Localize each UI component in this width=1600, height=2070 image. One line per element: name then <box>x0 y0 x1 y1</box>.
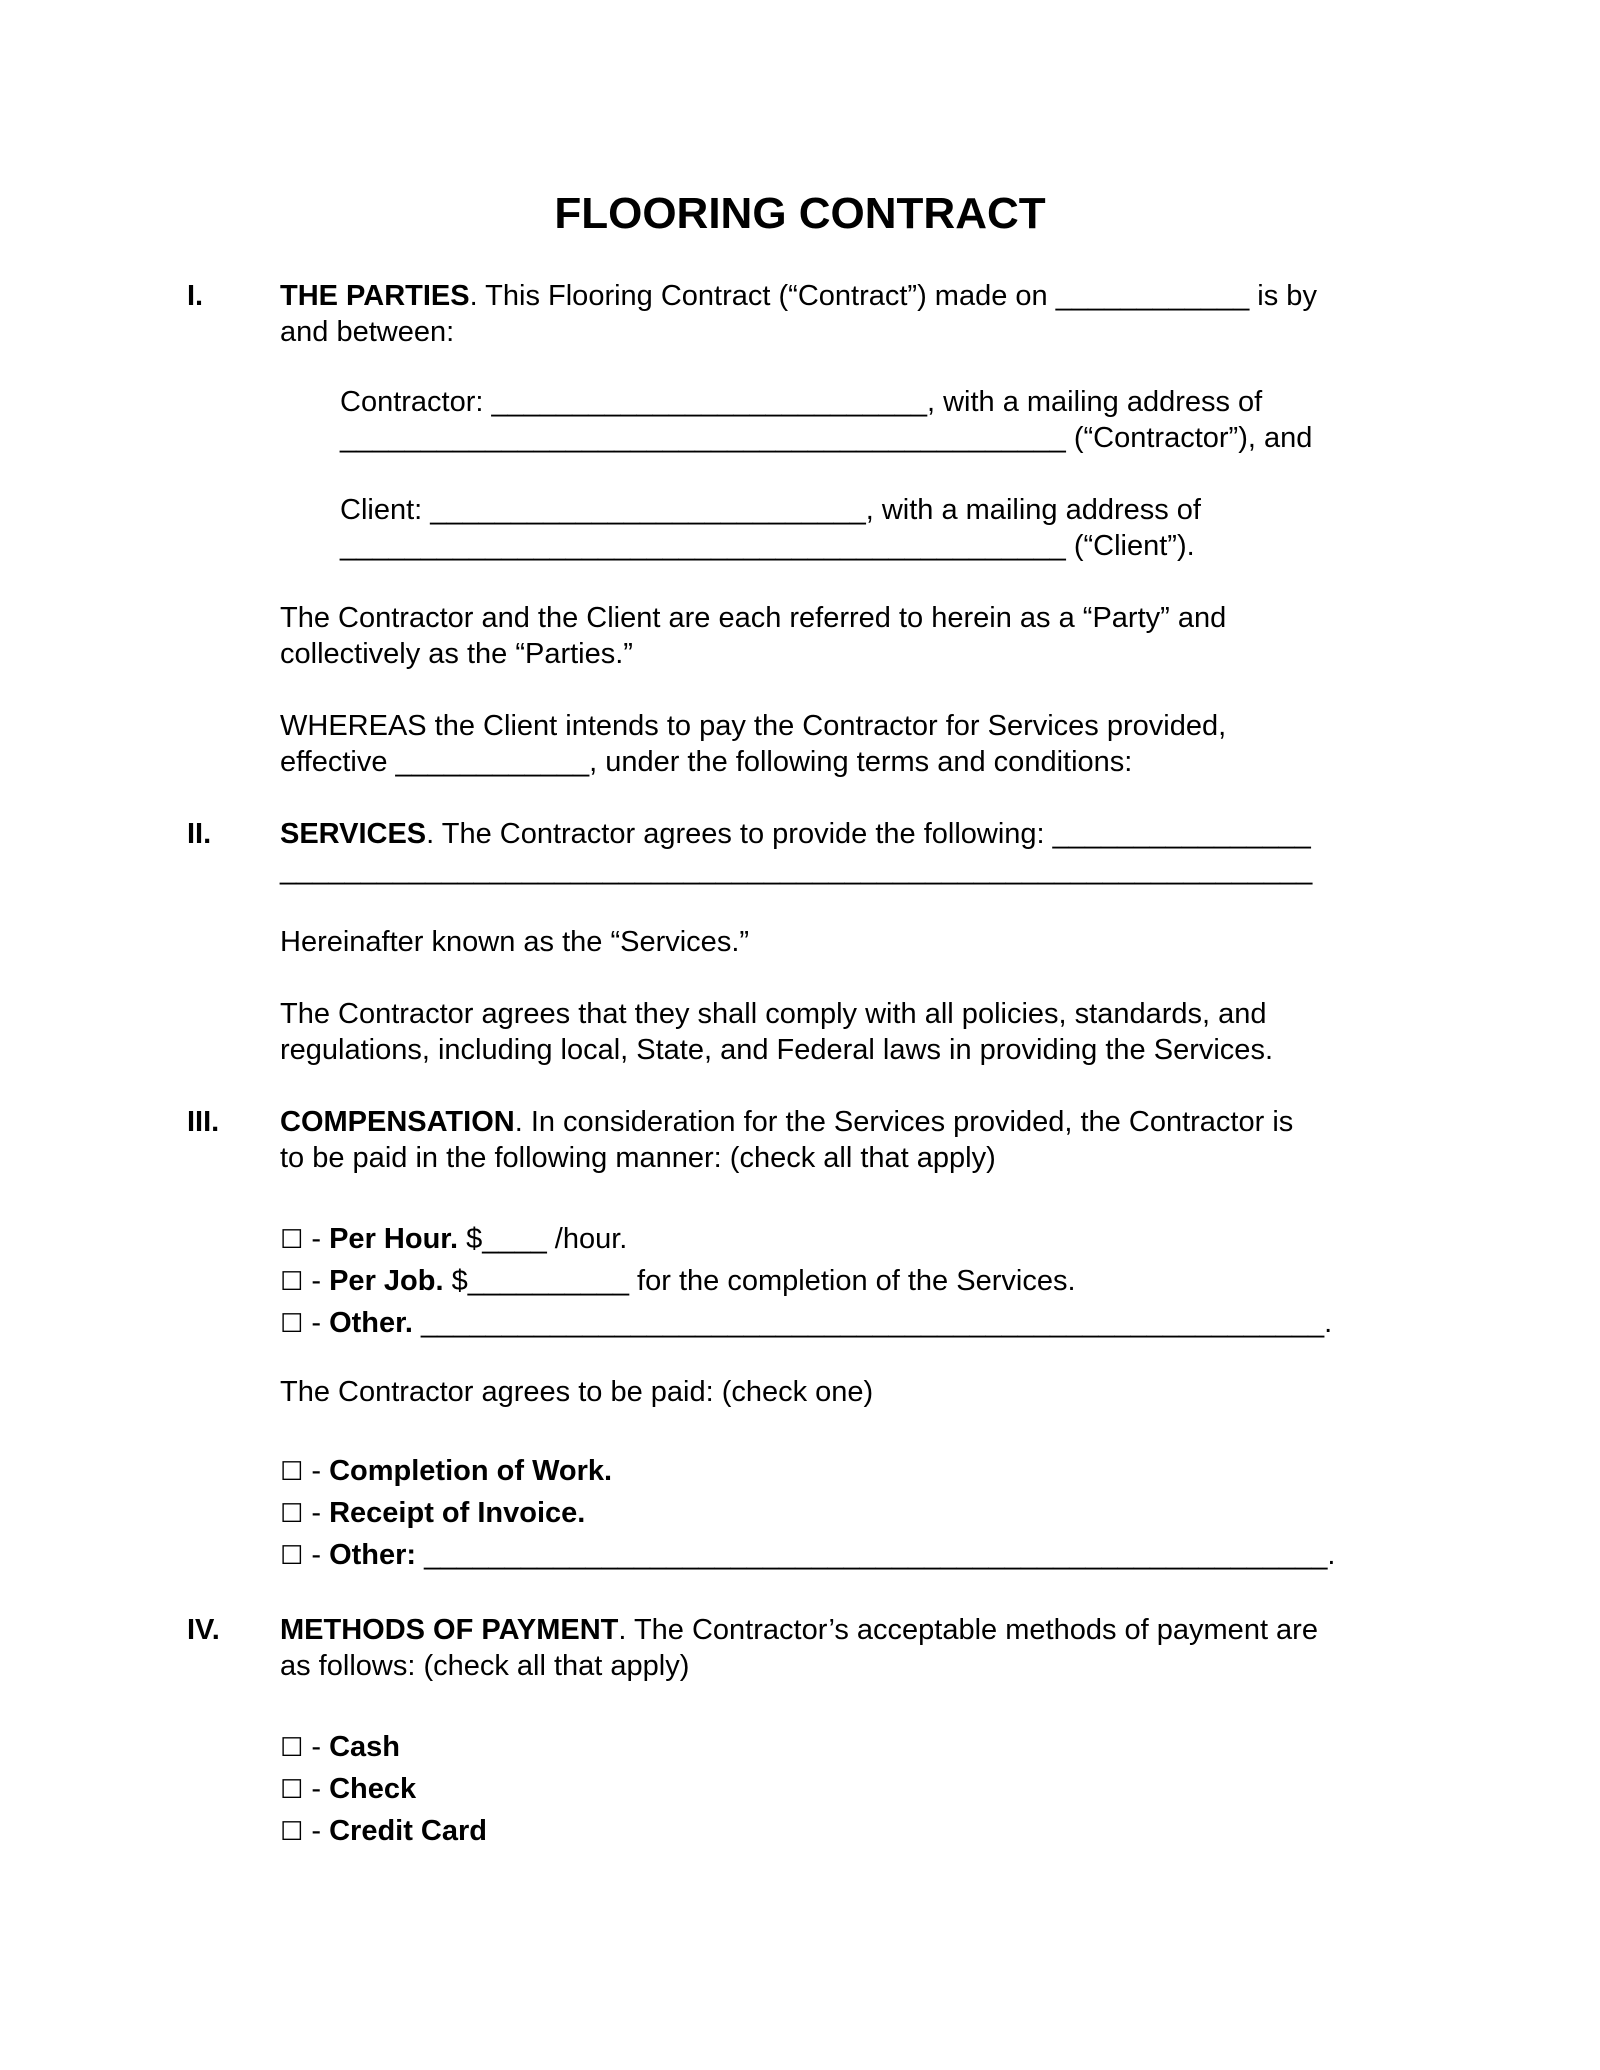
parties-definition <box>280 600 1410 672</box>
option-label: Other: <box>329 1539 417 1571</box>
option-label: Other. <box>329 1307 413 1339</box>
section-text: as follows: (check all that apply) <box>280 1650 690 1682</box>
option-text: $____ /hour. <box>458 1223 628 1255</box>
section-number-1: I. <box>187 280 204 312</box>
paragraph-line: effective ____________, under the following terms and conditions: <box>280 746 1133 778</box>
compliance-clause <box>280 996 1410 1068</box>
checkbox-icon[interactable]: ☐ <box>280 1267 304 1297</box>
compensation-options <box>280 1218 1410 1344</box>
option-credit-card[interactable] <box>280 1810 1410 1852</box>
payment-methods-options <box>280 1726 1410 1852</box>
option-label: Check <box>329 1773 417 1805</box>
section-heading: METHODS OF PAYMENT <box>280 1614 619 1646</box>
contractor-line: Contractor: ___________________________, with a mailing address of <box>340 386 1263 418</box>
option-completion-of-work[interactable] <box>280 1450 1410 1492</box>
option-check[interactable] <box>280 1768 1410 1810</box>
payment-timing-intro: The Contractor agrees to be paid: (check one) <box>280 1376 874 1408</box>
option-label: Per Job. <box>329 1265 444 1297</box>
client-line: Client: ___________________________, with a mailing address of <box>340 494 1201 526</box>
section-compensation <box>280 1104 1410 1176</box>
whereas-clause <box>280 708 1410 780</box>
section-methods-of-payment <box>280 1612 1410 1684</box>
section-text: . The Contractor’s acceptable methods of payment are <box>618 1614 1318 1646</box>
separator: - <box>303 1497 330 1529</box>
section-text: to be paid in the following manner: (check all that apply) <box>280 1142 996 1174</box>
client-party-block <box>340 492 1201 564</box>
separator: - <box>303 1455 330 1487</box>
option-text: $__________ for the completion of the Services. <box>443 1265 1076 1297</box>
option-label: Completion of Work. <box>329 1455 613 1487</box>
paragraph-line: WHEREAS the Client intends to pay the Contractor for Services provided, <box>280 710 1227 742</box>
separator: - <box>303 1773 330 1805</box>
option-label: Receipt of Invoice. <box>329 1497 586 1529</box>
section-text: . This Flooring Contract (“Contract”) made on ____________ is by <box>469 280 1317 312</box>
checkbox-icon[interactable]: ☐ <box>280 1733 304 1763</box>
checkbox-icon[interactable]: ☐ <box>280 1817 304 1847</box>
section-heading: THE PARTIES <box>280 280 470 312</box>
checkbox-icon[interactable]: ☐ <box>280 1309 304 1339</box>
client-address-line: _____________________________________________ (“Client”). <box>340 530 1195 562</box>
document-title: FLOORING CONTRACT <box>554 189 1046 238</box>
checkbox-icon[interactable]: ☐ <box>280 1499 304 1529</box>
paragraph-line: collectively as the “Parties.” <box>280 638 633 670</box>
section-text: . In consideration for the Services provided, the Contractor is <box>514 1106 1294 1138</box>
section-text: . The Contractor agrees to provide the following: ________________ <box>426 818 1311 850</box>
option-other-timing[interactable] <box>280 1534 1410 1576</box>
section-text: ________________________________________________________________ <box>280 854 1313 886</box>
separator: - <box>303 1731 330 1763</box>
section-heading: SERVICES <box>280 818 427 850</box>
contractor-party-block <box>340 384 1312 456</box>
paragraph-line: The Contractor agrees that they shall comply with all policies, standards, and <box>280 998 1267 1030</box>
separator: - <box>303 1223 330 1255</box>
section-text: and between: <box>280 316 455 348</box>
option-text: ________________________________________________________. <box>412 1307 1333 1339</box>
paragraph-line: regulations, including local, State, and Federal laws in providing the Services. <box>280 1034 1273 1066</box>
services-definition: Hereinafter known as the “Services.” <box>280 926 750 958</box>
separator: - <box>303 1815 330 1847</box>
checkbox-icon[interactable]: ☐ <box>280 1541 304 1571</box>
section-number-4: IV. <box>187 1614 220 1646</box>
option-cash[interactable] <box>280 1726 1410 1768</box>
section-heading: COMPENSATION <box>280 1106 515 1138</box>
option-receipt-of-invoice[interactable] <box>280 1492 1410 1534</box>
option-per-job[interactable] <box>280 1260 1410 1302</box>
separator: - <box>303 1307 330 1339</box>
checkbox-icon[interactable]: ☐ <box>280 1775 304 1805</box>
section-services <box>280 816 1410 888</box>
paragraph-line: The Contractor and the Client are each referred to herein as a “Party” and <box>280 602 1227 634</box>
separator: - <box>303 1539 330 1571</box>
section-parties <box>280 278 1410 350</box>
option-other[interactable] <box>280 1302 1410 1344</box>
option-text: ________________________________________________________. <box>416 1539 1336 1571</box>
option-label: Per Hour. <box>329 1223 459 1255</box>
separator: - <box>303 1265 330 1297</box>
contractor-address-line: _____________________________________________ (“Contractor”), and <box>340 422 1313 454</box>
option-label: Credit Card <box>329 1815 488 1847</box>
payment-timing-options <box>280 1450 1410 1576</box>
checkbox-icon[interactable]: ☐ <box>280 1225 304 1255</box>
option-label: Cash <box>329 1731 401 1763</box>
section-number-3: III. <box>187 1106 220 1138</box>
checkbox-icon[interactable]: ☐ <box>280 1457 304 1487</box>
option-per-hour[interactable] <box>280 1218 1410 1260</box>
section-number-2: II. <box>187 818 212 850</box>
